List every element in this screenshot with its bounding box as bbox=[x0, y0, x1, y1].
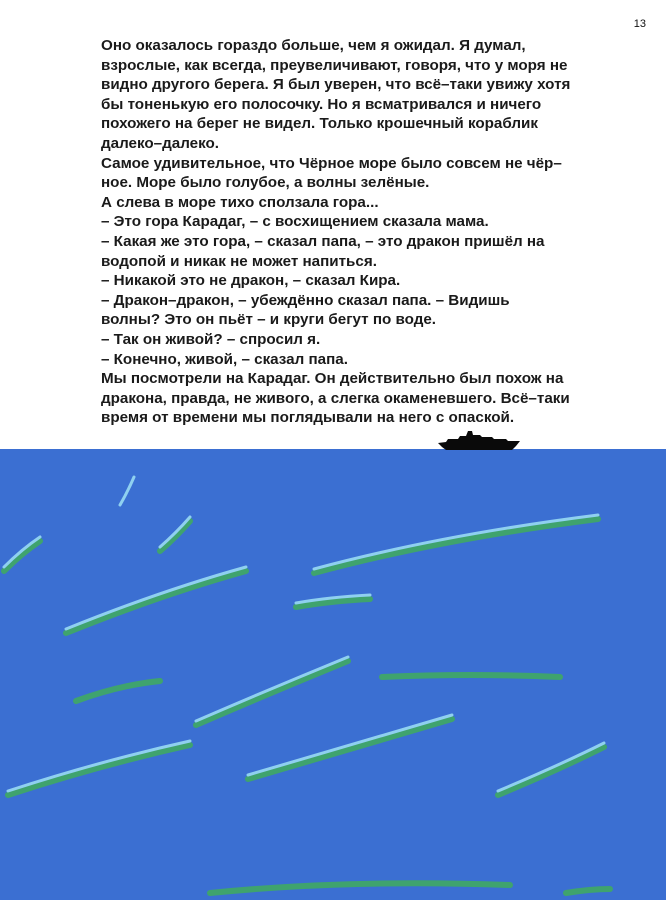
text-line: – Никакой это не дракон, – сказал Кира. bbox=[101, 272, 401, 290]
text-line: время от времени мы поглядывали на него с опаской. bbox=[101, 409, 515, 427]
text-line: Мы посмотрели на Карадаг. Он действительно был похож на bbox=[101, 370, 564, 388]
text-line: Оно оказалось гораздо больше, чем я ожидал. Я думал, bbox=[101, 37, 526, 54]
wave-stroke bbox=[210, 883, 510, 893]
wave-stroke bbox=[498, 747, 604, 795]
wave-stroke bbox=[248, 715, 452, 775]
waves-layer bbox=[0, 449, 666, 900]
wave-stroke bbox=[76, 681, 160, 701]
text-line: похожего на берег не видел. Только крошечный кораблик bbox=[101, 115, 538, 133]
text-line: ное. Море было голубое, а волны зелёные. bbox=[101, 174, 430, 192]
wave-stroke bbox=[8, 745, 190, 795]
text-line: водопой и никак не может напиться. bbox=[101, 252, 377, 270]
wave-stroke bbox=[120, 477, 134, 505]
text-line: – Дракон–дракон, – убеждённо сказал папа. – Видишь bbox=[101, 291, 510, 309]
text-line: А слева в море тихо сползала гора... bbox=[101, 193, 379, 211]
text-line: Самое удивительное, что Чёрное море было совсем не чёр– bbox=[101, 154, 562, 172]
text-line: дракона, правда, не живого, а слегка окаменевшего. Всё–таки bbox=[101, 389, 570, 407]
text-line: бы тоненькую его полосочку. Но я всматривался и ничего bbox=[101, 95, 542, 113]
wave-stroke bbox=[196, 661, 348, 725]
wave-stroke bbox=[566, 889, 610, 893]
story-text bbox=[101, 36, 621, 428]
wave-stroke bbox=[4, 537, 40, 567]
text-line: далеко–далеко. bbox=[101, 134, 219, 152]
wave-stroke bbox=[160, 517, 190, 547]
page-number: 13 bbox=[633, 18, 646, 30]
wave-stroke bbox=[382, 675, 560, 677]
text-line: – Так он живой? – спросил я. bbox=[101, 330, 321, 348]
wave-stroke bbox=[4, 541, 40, 571]
text-line: – Конечно, живой, – сказал папа. bbox=[101, 350, 348, 368]
text-line: взрослые, как всегда, преувеличивают, говоря, что у моря не bbox=[101, 56, 568, 74]
wave-stroke bbox=[314, 519, 598, 573]
text-line: видно другого берега. Я был уверен, что всё–таки увижу хотя bbox=[101, 76, 571, 94]
wave-stroke bbox=[248, 719, 452, 779]
wave-stroke bbox=[196, 657, 348, 721]
wave-stroke bbox=[160, 521, 190, 551]
wave-stroke bbox=[498, 743, 604, 791]
text-line: – Какая же это гора, – сказал папа, – это дракон пришёл на bbox=[101, 232, 545, 250]
text-line: волны? Это он пьёт – и круги бегут по воде. bbox=[101, 311, 437, 329]
wave-stroke bbox=[66, 571, 246, 633]
text-line: – Это гора Карадаг, – с восхищением сказала мама. bbox=[101, 213, 489, 231]
